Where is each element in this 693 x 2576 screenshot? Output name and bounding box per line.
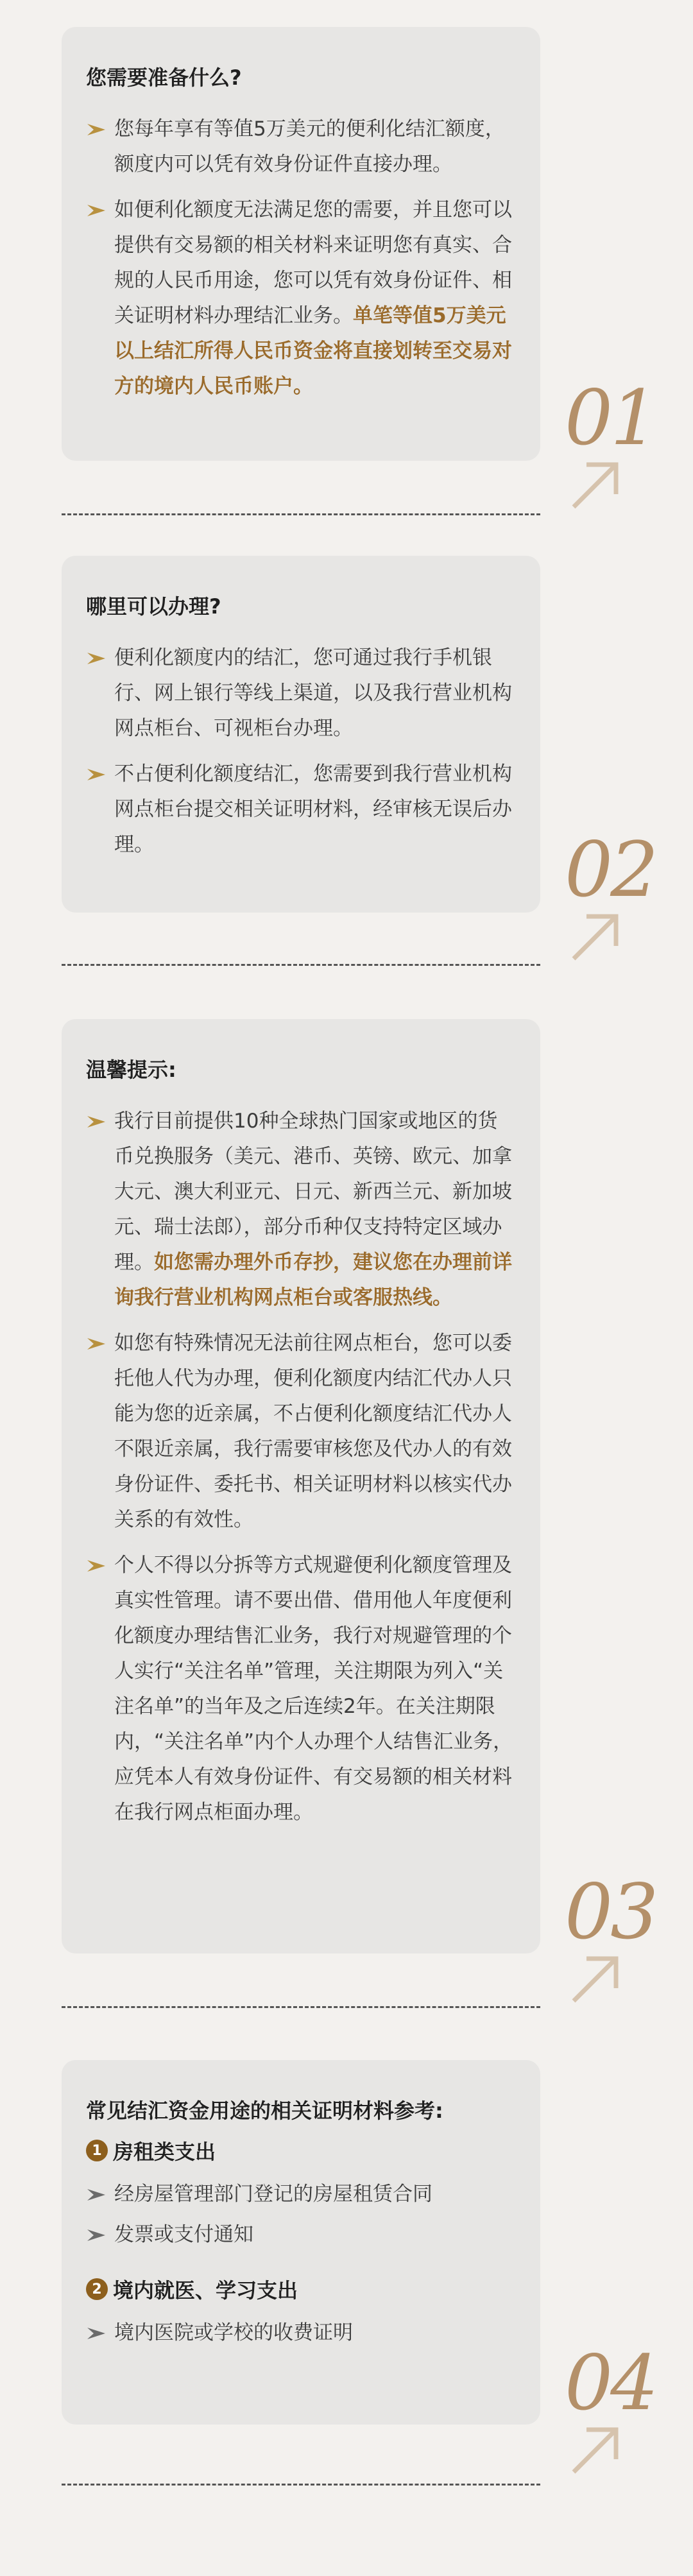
arrow-up-right-icon <box>570 910 622 963</box>
section-divider <box>62 2484 540 2486</box>
number-badge: 2 <box>86 2278 108 2300</box>
highlight-text: 单笔等值5万美元以上结汇所得人民币资金将直接划转至交易对方的境内人民币账户。 <box>114 304 512 399</box>
section-card-3 <box>62 1019 540 1953</box>
section-card-4 <box>62 2060 540 2425</box>
bullet-item <box>86 1104 515 1316</box>
bullet-text: 不占便利化额度结汇，您需要到我行营业机构网点柜台提交相关证明材料，经审核无误后办理。 <box>114 762 512 857</box>
bullet-item <box>86 112 515 182</box>
subsection-title: 房租类支出 <box>113 2140 216 2165</box>
bullet-text: 境内医院或学校的收费证明 <box>114 2321 353 2345</box>
section-number: 04 <box>565 2339 656 2427</box>
section-divider <box>62 964 540 966</box>
section-number: 03 <box>565 1868 656 1956</box>
arrow-bullet-icon <box>86 112 114 147</box>
bullet-text <box>114 1104 515 1316</box>
subsection-heading <box>86 2136 515 2165</box>
bullet-item <box>86 193 515 404</box>
bullet-text: 经房屋管理部门登记的房屋租赁合同 <box>114 2183 432 2206</box>
bullet-text: 如您有特殊情况无法前往网点柜台，您可以委托他人代为办理，便利化额度内结汇代办人只能为您的近亲属，不占便利化额度结汇代办人不限近亲属，我行需要审核您及代办人的有效身份证件、委托书、相关证明材料以核实代办关系的有效性。 <box>114 1332 512 1532</box>
section-card-2 <box>62 556 540 913</box>
highlight-text: 如您需办理外币存抄，建议您在办理前详询我行营业机构网点柜台或客服热线。 <box>114 1251 512 1310</box>
arrow-bullet-icon <box>86 193 114 228</box>
section-divider <box>62 2006 540 2008</box>
arrow-bullet-icon <box>86 2217 114 2253</box>
section-card-1 <box>62 27 540 461</box>
arrow-bullet-icon <box>86 640 114 676</box>
arrow-up-right-icon <box>570 2423 622 2476</box>
arrow-up-right-icon <box>570 1952 622 2005</box>
section-title: 温馨提示: <box>86 1058 176 1082</box>
section-number: 02 <box>565 825 656 914</box>
bullet-text: 发票或支付通知 <box>114 2223 253 2247</box>
bullet-item <box>86 2177 515 2212</box>
section-title: 哪里可以办理? <box>86 594 221 619</box>
section-title: 您需要准备什么? <box>86 65 242 90</box>
arrow-bullet-icon <box>86 2315 114 2351</box>
subsection-title: 境内就医、学习支出 <box>113 2278 298 2303</box>
bullet-body: 我行目前提供10种全球热门国家或地区的货币兑换服务（美元、港币、英镑、欧元、加拿大元、澳大利亚元、日元、新西兰元、新加坡元、瑞士法郎），部分币种仅支持特定区域办理。 <box>114 1110 512 1275</box>
subsection-heading <box>86 2274 515 2304</box>
bullet-text: 便利化额度内的结汇，您可通过我行手机银行、网上银行等线上渠道，以及我行营业机构网点柜台、可视柜台办理。 <box>114 646 512 741</box>
arrow-bullet-icon <box>86 1326 114 1361</box>
bullet-item <box>86 757 515 863</box>
arrow-bullet-icon <box>86 757 114 792</box>
arrow-bullet-icon <box>86 1104 114 1139</box>
bullet-text: 您每年享有等值5万美元的便利化结汇额度，额度内可以凭有效身份证件直接办理。 <box>114 117 505 176</box>
arrow-bullet-icon <box>86 1548 114 1583</box>
section-title: 常见结汇资金用途的相关证明材料参考: <box>86 2099 443 2123</box>
bullet-body: 如便利化额度无法满足您的需要，并且您可以提供有交易额的相关材料来证明您有真实、合规的人民币用途，您可以凭有效身份证件、相关证明材料办理结汇业务。 <box>114 198 512 328</box>
bullet-text <box>114 193 515 404</box>
bullet-item <box>86 2217 515 2253</box>
arrow-bullet-icon <box>86 2177 114 2212</box>
bullet-text: 个人不得以分拆等方式规避便利化额度管理及真实性管理。请不要出借、借用他人年度便利化额度办理结售汇业务，我行对规避管理的个人实行“关注名单”管理，关注期限为列入“关注名单”的当年及之后连续2年。在关注期限内，“关注名单”内个人办理个人结售汇业务，应凭本人有效身份证件、有交易额的相关材料在我行网点柜面办理。 <box>114 1554 513 1825</box>
bullet-item <box>86 1548 515 1830</box>
arrow-up-right-icon <box>570 458 622 511</box>
bullet-item <box>86 1326 515 1538</box>
bullet-item <box>86 640 515 746</box>
section-divider <box>62 513 540 515</box>
bullet-item <box>86 2315 515 2351</box>
number-badge: 1 <box>86 2140 108 2161</box>
section-number: 01 <box>565 374 656 462</box>
